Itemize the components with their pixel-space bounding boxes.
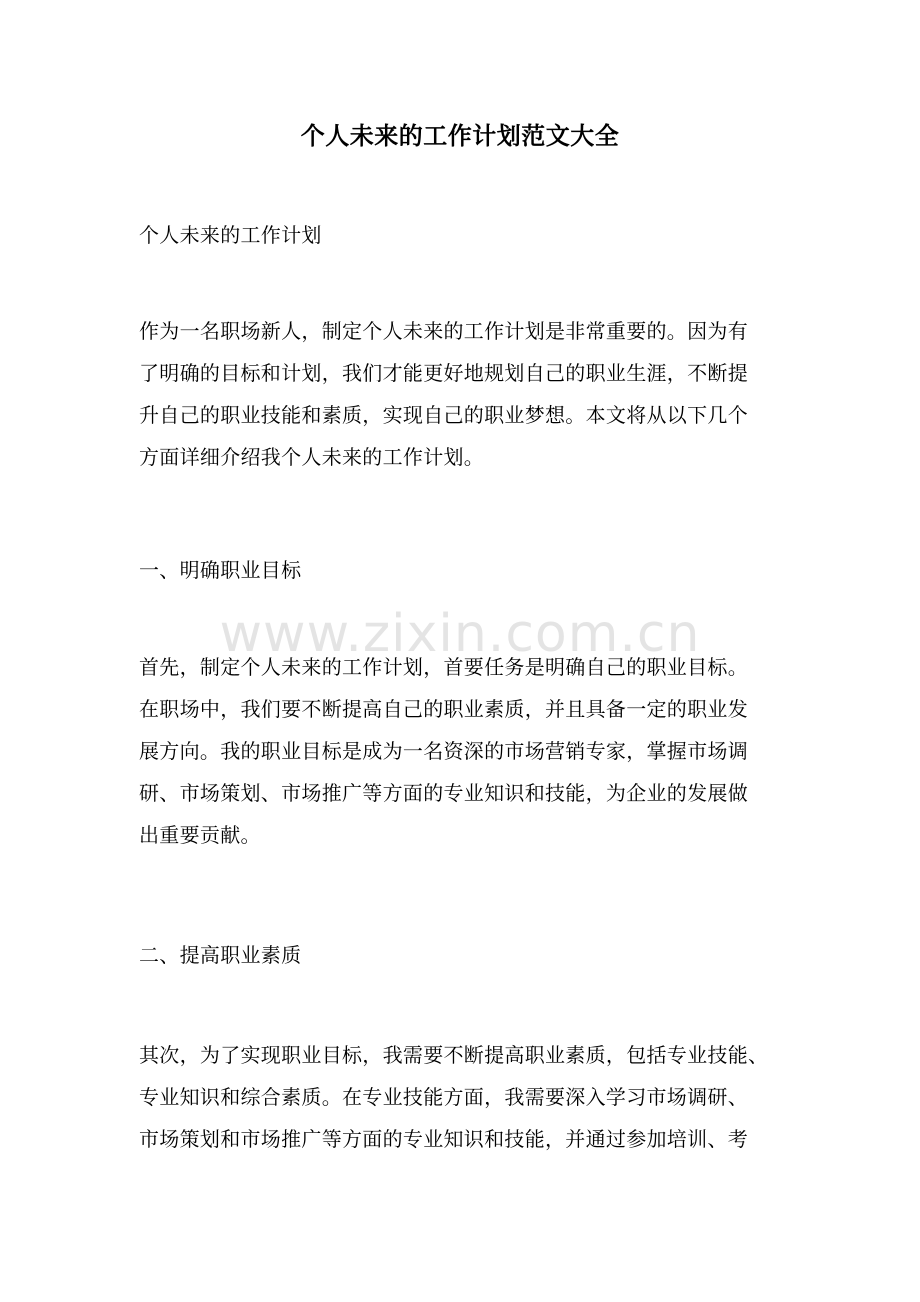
subtitle-text: 个人未来的工作计划 [139, 223, 322, 247]
section-paragraph-1 [139, 646, 799, 856]
paragraph-line: 研、市场策划、市场推广等方面的专业知识和技能，为企业的发展做 [139, 781, 748, 805]
paragraph-line: 其次，为了实现职业目标，我需要不断提高职业素质，包括专业技能、 [139, 1043, 769, 1067]
paragraph-line: 出重要贡献。 [139, 823, 261, 847]
section-heading-2 [139, 934, 799, 976]
paragraph-line: 首先，制定个人未来的工作计划，首要任务是明确自己的职业目标。 [139, 655, 748, 679]
heading-text: 二、提高职业素质 [139, 943, 302, 967]
paragraph-line: 市场策划和市场推广等方面的专业知识和技能，并通过参加培训、考 [139, 1127, 748, 1151]
paragraph-line: 方面详细介绍我个人未来的工作计划。 [139, 445, 485, 469]
paragraph-line: 在职场中，我们要不断提高自己的职业素质，并且具备一定的职业发 [139, 697, 748, 721]
paragraph-line: 了明确的目标和计划，我们才能更好地规划自己的职业生涯，不断提 [139, 361, 748, 385]
document-title: 个人未来的工作计划范文大全 [300, 121, 620, 150]
heading-text: 一、明确职业目标 [139, 558, 302, 582]
paragraph-line: 专业知识和综合素质。在专业技能方面，我需要深入学习市场调研、 [139, 1085, 748, 1109]
paragraph-line: 作为一名职场新人，制定个人未来的工作计划是非常重要的。因为有 [139, 319, 748, 343]
paragraph-line: 升自己的职业技能和素质，实现自己的职业梦想。本文将从以下几个 [139, 403, 748, 427]
watermark: www.zixin.com.cn [219, 604, 701, 664]
section-paragraph-2 [139, 1034, 799, 1160]
intro-paragraph [139, 310, 799, 478]
document-subtitle [139, 214, 799, 256]
section-heading-1 [139, 549, 799, 591]
paragraph-line: 展方向。我的职业目标是成为一名资深的市场营销专家，掌握市场调 [139, 739, 748, 763]
